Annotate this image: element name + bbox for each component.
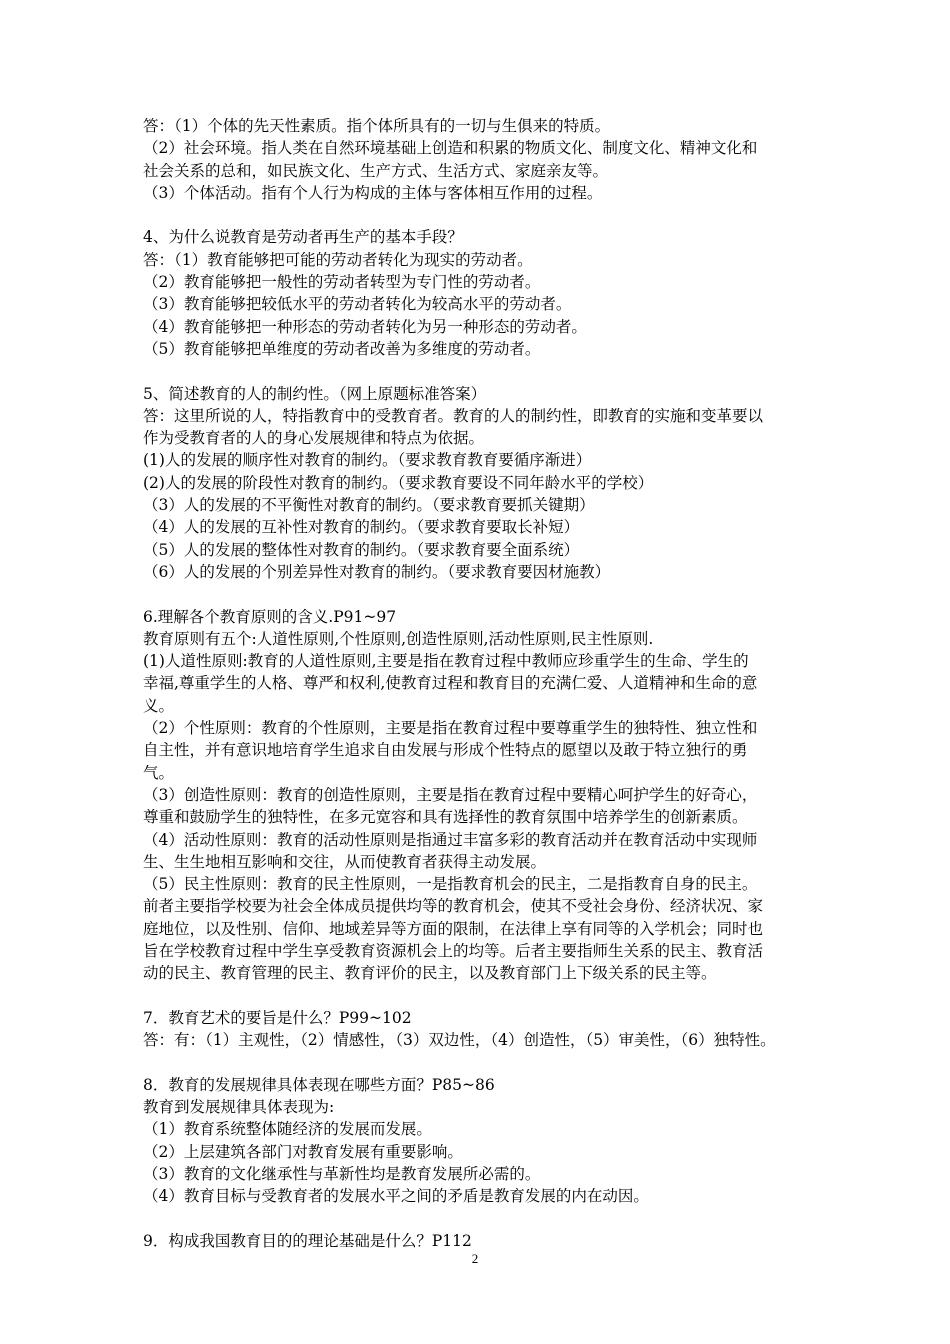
text-line: 9．构成我国教育目的的理论基础是什么？P112 (143, 1231, 472, 1250)
text-line: (1)人的发展的顺序性对教育的制约。（要求教育教育要循序渐进） (143, 451, 592, 470)
text-line: 答：这里所说的人，特指教育中的受教育者。教育的人的制约性，即教育的实施和变革要以 (143, 406, 764, 425)
text-line: 社会关系的总和，如民族文化、生产方式、生活方式、家庭亲友等。 (143, 161, 609, 180)
text-line: 8．教育的发展规律具体表现在哪些方面？P85~86 (143, 1075, 495, 1094)
page-body (143, 115, 808, 1252)
text-line: 尊重和鼓励学生的独特性，在多元宽容和具有选择性的教育氛围中培养学生的创新素质。 (143, 808, 748, 827)
text-line: （4）教育能够把一种形态的劳动者转化为另一种形态的劳动者。 (143, 317, 587, 336)
text-line: （2）个性原则：教育的个性原则，主要是指在教育过程中要尊重学生的独特性、独立性和 (143, 719, 758, 738)
text-line: 自主性，并有意识地培育学生追求自由发展与形成个性特点的愿望以及敢于特立独行的勇 (143, 741, 748, 760)
text-line: （3）教育的文化继承性与革新性均是教育发展所必需的。 (143, 1164, 541, 1183)
text-line: （5）人的发展的整体性对教育的制约。（要求教育要全面系统） (143, 540, 580, 559)
text-line: 生、生生地相互影响和交往，从而使教育者获得主动发展。 (143, 852, 547, 871)
text-line: 答：有：（1）主观性，（2）情感性，（3）双边性，（4）创造性，（5）审美性，（6）独特性。 (143, 1031, 776, 1050)
text-line: 前者主要指学校要为社会全体成员提供均等的教育机会，使其不受社会身份、经济状况、家 (143, 897, 764, 916)
text-line: 义。 (143, 696, 175, 715)
text-line: （2）社会环境。指人类在自然环境基础上创造和积累的物质文化、制度文化、精神文化和 (143, 139, 758, 158)
text-line: 教育原则有五个:人道性原则,个性原则,创造性原则,活动性原则,民主性原则. (143, 629, 654, 648)
text-line: （3）人的发展的不平衡性对教育的制约。（要求教育要抓关键期） (143, 496, 595, 515)
text-line: （4）活动性原则：教育的活动性原则是指通过丰富多彩的教育活动并在教育活动中实现师 (143, 830, 758, 849)
text-line: （6）人的发展的个别差异性对教育的制约。（要求教育要因材施教） (143, 562, 611, 581)
text-line: 5、简述教育的人的制约性。（网上原题标准答案） (143, 384, 487, 403)
qa-section (143, 383, 808, 584)
text-line: 教育到发展规律具体表现为: (143, 1098, 335, 1117)
section-spacer (143, 1051, 808, 1073)
text-line: (1)人道性原则:教育的人道性原则,主要是指在教育过程中教师应珍重学生的生命、学生的 (143, 652, 749, 671)
text-line: (2)人的发展的阶段性对教育的制约。（要求教育要设不同年龄水平的学校） (143, 473, 654, 492)
text-line: （2）上层建筑各部门对教育发展有重要影响。 (143, 1142, 463, 1161)
text-line: 气。 (143, 763, 175, 782)
text-line: （4）人的发展的互补性对教育的制约。（要求教育要取长补短） (143, 518, 580, 537)
text-line: 庭地位，以及性别、信仰、地域差异等方面的限制，在法律上享有同等的入学机会；同时也 (143, 919, 764, 938)
qa-section (143, 1074, 808, 1208)
text-line: （4）教育目标与受教育者的发展水平之间的矛盾是教育发展的内在动因。 (143, 1187, 649, 1206)
text-line: 答：（1）个体的先天性素质。指个体所具有的一切与生俱来的特质。 (143, 117, 611, 135)
text-line: 动的民主、教育管理的民主、教育评价的民主，以及教育部门上下级关系的民主等。 (143, 964, 717, 983)
qa-section (143, 226, 808, 360)
text-line: （3）个体活动。指有个人行为构成的主体与客体相互作用的过程。 (143, 183, 603, 202)
text-line: （1）教育系统整体随经济的发展而发展。 (143, 1120, 432, 1139)
text-line: （5）民主性原则：教育的民主性原则，一是指教育机会的民主，二是指教育自身的民主。 (143, 875, 758, 894)
page-number: 2 (471, 1251, 479, 1266)
text-line: （2）教育能够把一般性的劳动者转型为专门性的劳动者。 (143, 273, 541, 292)
qa-section (143, 1230, 808, 1252)
section-spacer (143, 985, 808, 1007)
section-spacer (143, 583, 808, 605)
text-line: 答：（1）教育能够把可能的劳动者转化为现实的劳动者。 (143, 250, 533, 269)
section-spacer (143, 1208, 808, 1230)
text-line: 6.理解各个教育原则的含义.P91~97 (143, 607, 397, 626)
qa-section (143, 606, 808, 985)
section-spacer (143, 204, 808, 226)
text-line: （3）教育能够把较低水平的劳动者转化为较高水平的劳动者。 (143, 295, 572, 314)
section-spacer (143, 360, 808, 382)
qa-section (143, 115, 808, 204)
text-line: 7．教育艺术的要旨是什么？P99~102 (143, 1008, 412, 1027)
text-line: 旨在学校教育过程中学生享受教育资源机会上的均等。后者主要指师生关系的民主、教育活 (143, 941, 764, 960)
text-line: 幸福,尊重学生的人格、尊严和权利,使教育过程和教育目的充满仁爱、人道精神和生命的意 (143, 674, 758, 693)
text-line: （3）创造性原则：教育的创造性原则，主要是指在教育过程中要精心呵护学生的好奇心， (143, 785, 758, 804)
qa-section (143, 1007, 808, 1052)
text-line: 4、为什么说教育是劳动者再生产的基本手段？ (143, 228, 463, 247)
text-line: （5）教育能够把单维度的劳动者改善为多维度的劳动者。 (143, 339, 541, 358)
text-line: 作为受教育者的人的身心发展规律和特点为依据。 (143, 429, 485, 448)
